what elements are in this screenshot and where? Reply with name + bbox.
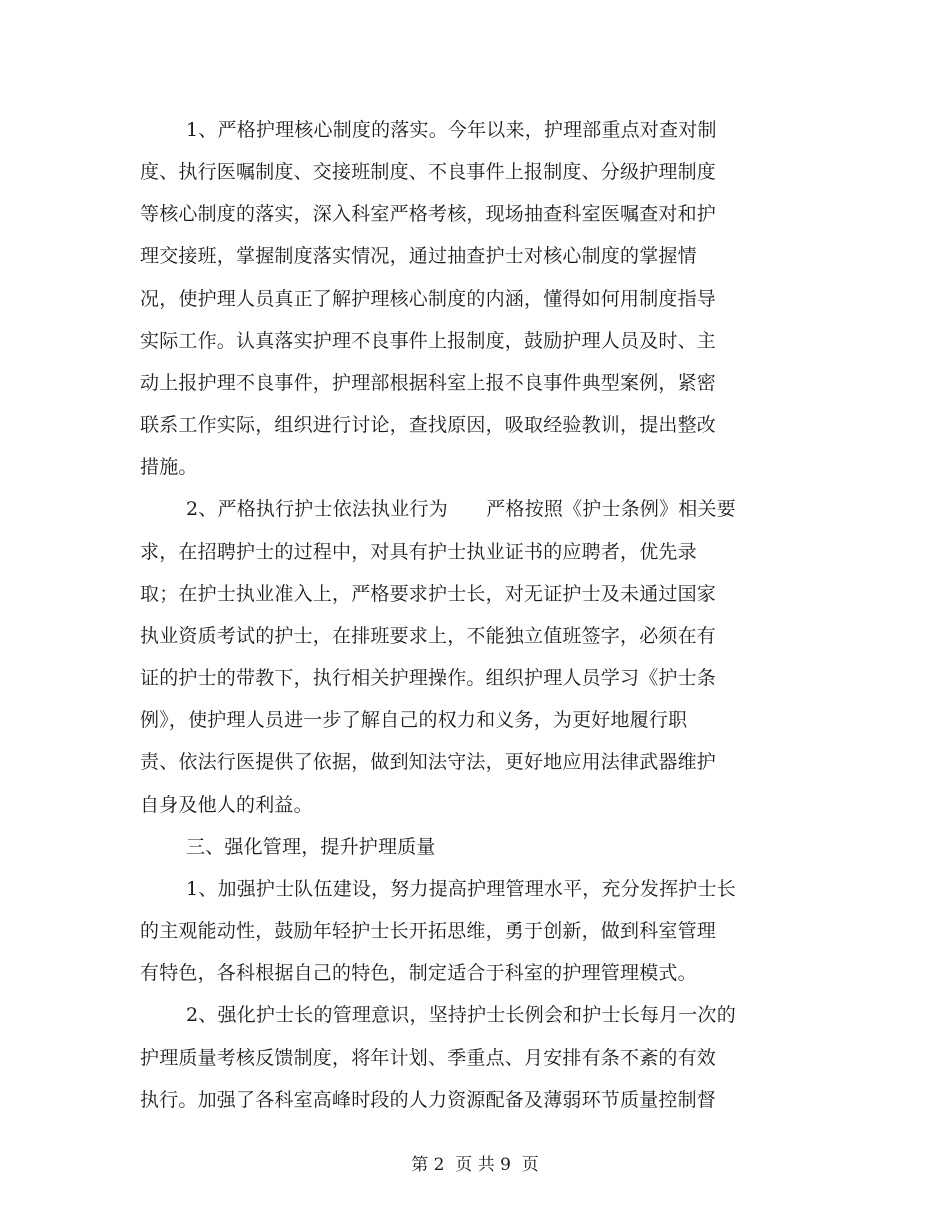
paragraph-line: 2、强化护士长的管理意识，坚持护士长例会和护士长每月一次的 (186, 1004, 736, 1026)
paragraph-line: 实际工作。认真落实护理不良事件上报制度，鼓励护理人员及时、主 (140, 330, 717, 352)
page-number-footer: 第 2 页 共 9 页 (411, 1155, 539, 1175)
paragraph-line: 2、严格执行护士依法执业行为 严格按照《护士条例》相关要 (186, 498, 736, 520)
paragraph-line: 况，使护理人员真正了解护理核心制度的内涵，懂得如何用制度指导 (140, 288, 717, 310)
paragraph-line: 执行。加强了各科室高峰时段的人力资源配备及薄弱环节质量控制督 (140, 1089, 717, 1111)
paragraph-line: 理交接班，掌握制度落实情况，通过抽查护士对核心制度的掌握情 (140, 245, 697, 267)
paragraph-line: 求，在招聘护士的过程中，对具有护士执业证书的应聘者，优先录 (140, 541, 697, 563)
section-heading: 三、强化管理，提升护理质量 (186, 836, 436, 858)
paragraph-line: 有特色，各科根据自己的特色，制定适合于科室的护理管理模式。 (140, 962, 697, 984)
paragraph-line: 1、严格护理核心制度的落实。今年以来，护理部重点对查对制 (186, 119, 717, 141)
paragraph-line: 例》，使护理人员进一步了解自己的权力和义务，为更好地履行职 (140, 709, 688, 731)
paragraph-line: 护理质量考核反馈制度，将年计划、季重点、月安排有条不紊的有效 (140, 1047, 717, 1069)
paragraph-line: 1、加强护士队伍建设，努力提高护理管理水平，充分发挥护士长 (186, 878, 736, 900)
paragraph-line: 度、执行医嘱制度、交接班制度、不良事件上报制度、分级护理制度 (140, 161, 717, 183)
paragraph-line: 执业资质考试的护士，在排班要求上，不能独立值班签字，必须在有 (140, 625, 717, 647)
paragraph-line: 的主观能动性，鼓励年轻护士长开拓思维，勇于创新，做到科室管理 (140, 920, 717, 942)
paragraph-line: 取；在护士执业准入上，严格要求护士长，对无证护士及未通过国家 (140, 583, 717, 605)
paragraph-line: 责、依法行医提供了依据，做到知法守法，更好地应用法律武器维护 (140, 751, 717, 773)
paragraph-line: 自身及他人的利益。 (140, 794, 313, 816)
paragraph-line: 等核心制度的落实，深入科室严格考核，现场抽查科室医嘱查对和护 (140, 203, 717, 225)
paragraph-line: 动上报护理不良事件，护理部根据科室上报不良事件典型案例，紧密 (140, 372, 717, 394)
paragraph-line: 联系工作实际，组织进行讨论，查找原因，吸取经验教训，提出整改 (140, 414, 717, 436)
paragraph-line: 措施。 (140, 456, 198, 478)
paragraph-line: 证的护士的带教下，执行相关护理操作。组织护理人员学习《护士条 (140, 667, 717, 689)
